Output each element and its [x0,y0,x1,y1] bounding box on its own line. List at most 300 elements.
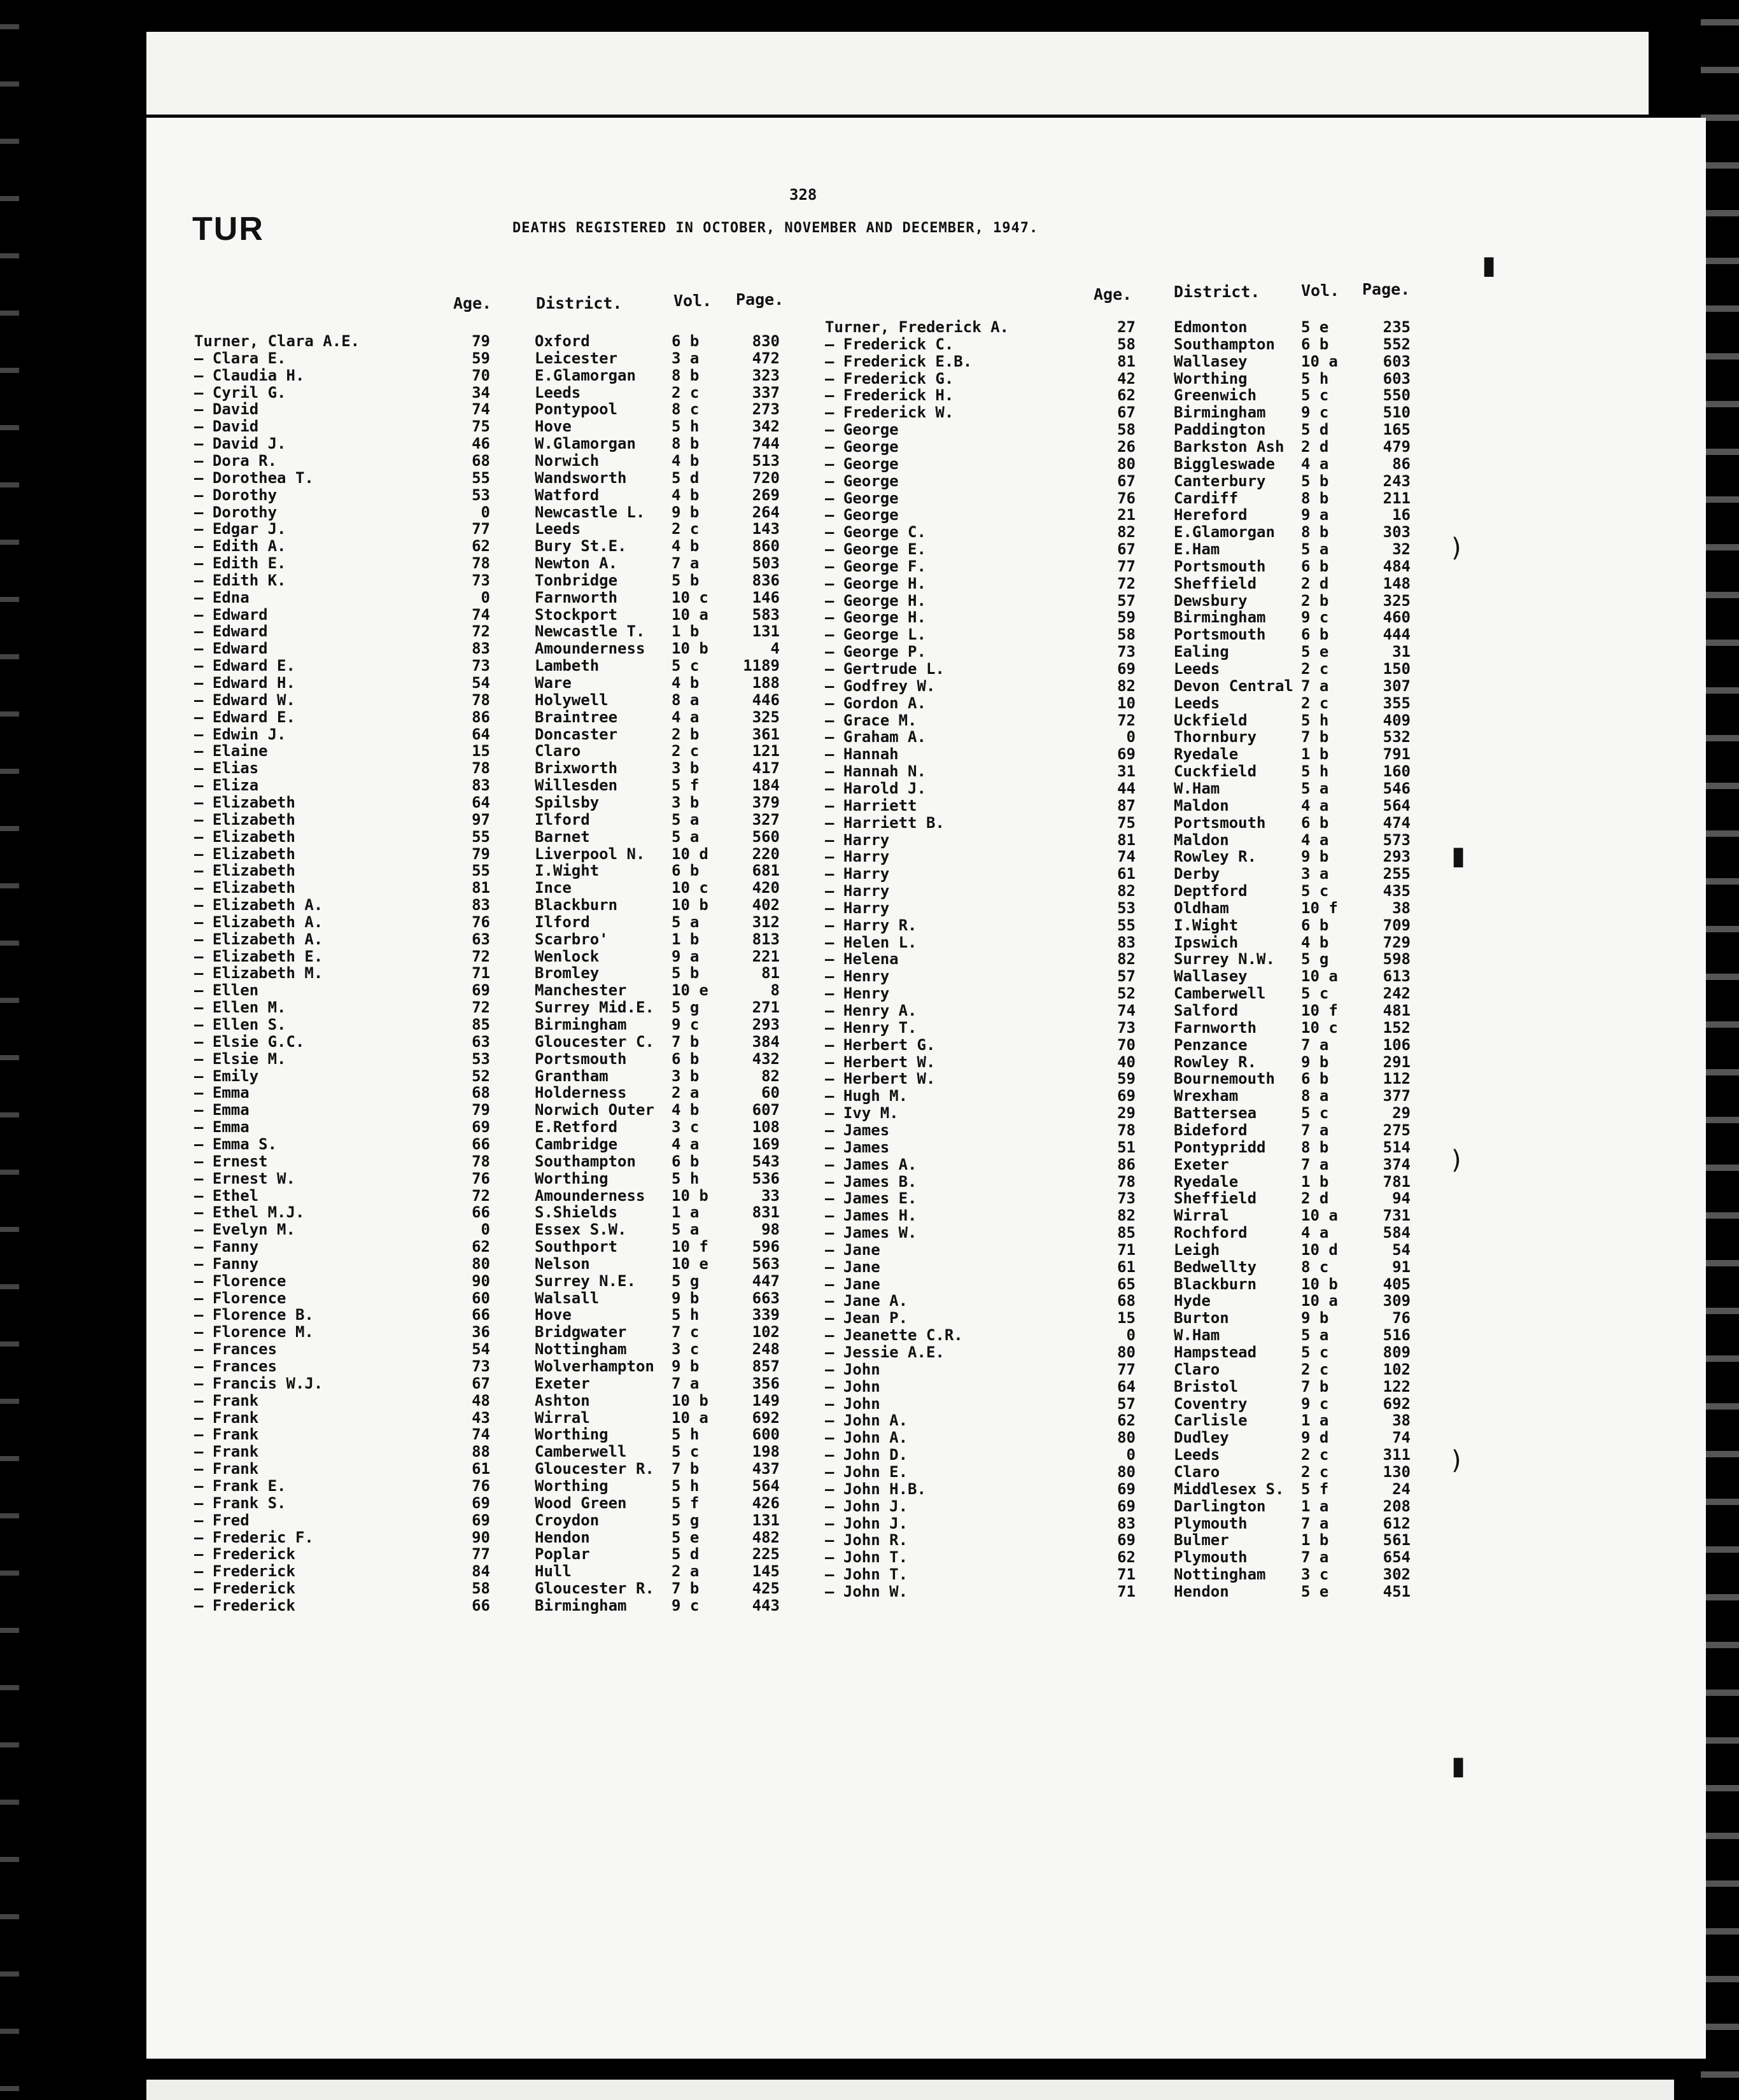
register-entry [825,557,1423,575]
register-entry [194,503,805,521]
register-entry [825,1446,1423,1463]
register-entry [194,571,805,589]
left-header-district: District. [536,294,623,312]
entry-page: 198 [752,1443,780,1461]
entry-vol: 7 a [1301,1155,1329,1173]
entry-page: 131 [752,622,780,641]
entry-vol: 5 d [672,1545,700,1564]
entry-page: 384 [752,1032,780,1051]
entry-age: 83 [472,776,490,795]
entry-district: Poplar [535,1545,590,1564]
register-entry [825,1053,1423,1070]
entry-page: 108 [752,1118,780,1137]
entry-name: — George F. [825,557,926,575]
scan-mark-bracket: ) [1451,1446,1461,1475]
entry-vol: 7 a [1301,1548,1329,1567]
entry-name: — John E. [825,1462,908,1481]
entry-name: — George C. [825,523,926,542]
entry-age: 82 [1117,676,1136,695]
entry-page: 76 [1392,1309,1411,1327]
entry-age: 62 [472,537,490,556]
entry-name: — Edward [194,640,268,658]
entry-district: E.Glamorgan [1174,523,1275,542]
register-entry [194,1067,805,1084]
entry-district: Tonbridge [535,571,618,589]
entry-page: 474 [1383,813,1411,832]
entry-name: — Ernest W. [194,1169,295,1187]
entry-page: 248 [752,1340,780,1359]
entry-name: — Elizabeth [194,844,295,863]
entry-age: 82 [1117,882,1136,900]
entry-vol: 10 d [1301,1240,1338,1259]
entry-page: 342 [752,417,780,436]
entry-district: Worthing [535,1476,609,1495]
register-entry [825,403,1423,421]
entry-district: Nottingham [535,1340,627,1359]
entry-vol: 5 c [672,1443,700,1461]
register-entry [825,1156,1423,1173]
register-entry [194,674,805,691]
entry-age: 82 [1117,1207,1136,1225]
register-entry [825,626,1423,643]
entry-age: 78 [1117,1172,1136,1191]
entry-district: Hyde [1174,1292,1211,1310]
entry-district: Blackburn [1174,1275,1257,1293]
entry-page: 564 [1383,796,1411,815]
entry-vol: 2 a [672,1562,700,1581]
register-entry [194,537,805,554]
entry-page: 573 [1383,830,1411,849]
entry-page: 584 [1383,1224,1411,1242]
entry-name: — Jessie A.E. [825,1343,945,1361]
entry-name: — George [825,437,899,456]
entry-age: 36 [472,1323,490,1341]
entry-age: 90 [472,1271,490,1290]
entry-district: Hereford [1174,506,1248,524]
entry-vol: 5 b [672,571,700,589]
entry-page: 374 [1383,1155,1411,1173]
entry-name: — Florence M. [194,1323,314,1341]
entry-page: 484 [1383,557,1411,575]
entry-name: — Edgar J. [194,520,286,538]
entry-page: 38 [1392,899,1411,917]
register-entry [194,1323,805,1340]
entry-district: Wandsworth [535,468,627,487]
entry-page: 791 [1383,745,1411,764]
entry-page: 302 [1383,1565,1411,1584]
register-entry [194,1135,805,1152]
entry-page: 165 [1383,421,1411,439]
register-entry [825,899,1423,916]
entry-age: 46 [472,435,490,453]
entry-district: Middlesex S. [1174,1480,1285,1498]
entry-page: 303 [1383,523,1411,542]
entry-age: 77 [472,1545,490,1564]
entry-name: — Dorothy [194,486,278,504]
entry-vol: 9 b [1301,1053,1329,1071]
entry-district: Newcastle L. [535,503,645,521]
entry-vol: 7 b [672,1032,700,1051]
entry-vol: 10 c [672,588,708,606]
entry-district: Braintree [535,708,618,726]
register-entry [825,1121,1423,1138]
entry-district: Portsmouth [535,1049,627,1068]
entry-age: 78 [1117,1121,1136,1139]
entry-page: 598 [1383,950,1411,969]
entry-page: 220 [752,844,780,863]
entry-district: Hampstead [1174,1343,1257,1361]
register-entry [825,1531,1423,1548]
entry-vol: 9 d [1301,1429,1329,1447]
entry-vol: 5 f [672,776,700,795]
entry-age: 57 [1117,591,1136,610]
entry-page: 188 [752,674,780,692]
entry-age: 53 [1117,899,1136,917]
register-entry [194,1221,805,1238]
entry-vol: 10 a [1301,967,1338,986]
entry-district: Ipswich [1174,933,1239,951]
entry-name: — Frederick G. [825,369,954,388]
entry-district: Spilsby [535,793,600,811]
entry-age: 73 [472,657,490,675]
register-entry [194,1375,805,1392]
entry-age: 84 [472,1562,490,1581]
entry-vol: 10 b [672,1186,708,1205]
entry-vol: 2 d [1301,574,1329,592]
entry-vol: 6 b [672,1049,700,1068]
entry-name: — George P. [825,643,926,661]
entry-page: 337 [752,383,780,402]
register-entry [825,523,1423,540]
entry-name: — Elizabeth [194,879,295,897]
entry-district: Leeds [535,520,581,538]
entry-district: Ware [535,674,572,692]
entry-age: 77 [1117,1360,1136,1378]
entry-name: Turner, Clara A.E. [194,332,360,350]
entry-age: 78 [472,554,490,573]
entry-age: 64 [1117,1377,1136,1396]
entry-name: — Henry [825,984,890,1003]
entry-district: Wallasey [1174,967,1248,986]
entry-page: 563 [752,1254,780,1273]
register-entry [194,1409,805,1426]
entry-name: — Jane [825,1240,880,1259]
entry-page: 24 [1392,1480,1411,1498]
entry-district: Pontypool [535,400,618,419]
entry-age: 69 [1117,660,1136,678]
entry-page: 291 [1383,1053,1411,1071]
entry-name: — Hannah [825,745,899,764]
entry-vol: 3 a [672,349,700,367]
entry-district: Dudley [1174,1429,1229,1447]
entry-name: — Emma [194,1101,250,1119]
register-entry [194,691,805,708]
entry-vol: 9 b [672,1289,700,1307]
entry-district: Maldon [1174,830,1229,849]
entry-vol: 8 c [1301,1257,1329,1276]
entry-age: 83 [1117,1514,1136,1532]
entry-age: 15 [1117,1309,1136,1327]
entry-district: Leeds [535,383,581,402]
entry-page: 184 [752,776,780,795]
register-entry [194,1118,805,1135]
entry-name: — Harry [825,882,890,900]
entry-name: — John J. [825,1497,908,1515]
register-entry [825,386,1423,403]
entry-name: — David J. [194,435,286,453]
entry-district: Ilford [535,810,590,829]
entry-district: Wood Green [535,1494,627,1512]
register-entry [825,540,1423,557]
entry-age: 60 [472,1289,490,1307]
entry-page: 16 [1392,506,1411,524]
register-entry [194,1357,805,1375]
register-entry [194,930,805,948]
register-entry [825,1565,1423,1583]
entry-age: 58 [472,1579,490,1598]
entry-age: 69 [1117,1480,1136,1498]
entry-district: Dewsbury [1174,591,1248,610]
entry-age: 61 [1117,865,1136,883]
entry-age: 82 [1117,950,1136,969]
entry-page: 447 [752,1271,780,1290]
entry-name: — Emma S. [194,1135,278,1153]
entry-vol: 4 b [672,486,700,504]
entry-vol: 10 b [672,896,708,914]
entry-district: Lambeth [535,657,600,675]
entry-district: Nelson [535,1254,590,1273]
entry-vol: 2 c [672,742,700,760]
entry-page: 145 [752,1562,780,1581]
entry-age: 76 [472,1476,490,1495]
entry-page: 269 [752,486,780,504]
register-entry [194,896,805,913]
entry-name: — Frances [194,1357,278,1375]
entry-vol: 2 c [672,520,700,538]
film-edge-left [0,0,19,2100]
register-entry [194,1255,805,1272]
entry-age: 74 [472,400,490,419]
entry-district: Hendon [1174,1582,1229,1600]
entry-page: 583 [752,605,780,624]
entry-vol: 5 f [672,1494,700,1512]
entry-district: Brixworth [535,759,618,778]
register-entry [194,1443,805,1460]
entry-district: Darlington [1174,1497,1266,1515]
entry-name: — Elizabeth E. [194,947,323,965]
register-entry [194,1033,805,1050]
entry-age: 73 [1117,643,1136,661]
entry-district: Gloucester C. [535,1032,654,1051]
register-entry [825,865,1423,882]
page-number: 328 [789,186,817,204]
entry-page: 54 [1392,1240,1411,1259]
entry-age: 73 [1117,1018,1136,1037]
entry-vol: 5 a [672,913,700,931]
entry-vol: 8 b [1301,523,1329,542]
entry-age: 61 [472,1460,490,1478]
entry-vol: 10 a [1301,1292,1338,1310]
entry-vol: 3 b [672,759,700,778]
entry-age: 55 [472,862,490,880]
entry-name: — Elizabeth [194,810,295,829]
paper-top-strip [146,32,1649,115]
entry-page: 74 [1392,1429,1411,1447]
entry-vol: 5 a [672,1221,700,1239]
entry-vol: 8 b [672,435,700,453]
entry-page: 472 [752,349,780,367]
entry-age: 79 [472,1101,490,1119]
entry-vol: 8 a [672,690,700,709]
entry-name: — John [825,1377,880,1396]
entry-district: Oldham [1174,899,1229,917]
entry-district: Surrey Mid.E. [535,998,654,1017]
entry-name: — Elsie M. [194,1049,286,1068]
entry-name: — Frederic F. [194,1528,314,1546]
entry-age: 81 [472,879,490,897]
entry-name: — Elizabeth [194,793,295,811]
entry-district: Greenwich [1174,386,1257,405]
entry-vol: 10 a [1301,1207,1338,1225]
entry-age: 80 [1117,1429,1136,1447]
entry-age: 66 [472,1135,490,1153]
entry-page: 402 [752,896,780,914]
register-entry [194,332,805,349]
entry-age: 67 [1117,540,1136,559]
entry-district: Wolverhampton [535,1357,654,1375]
entry-vol: 9 b [672,503,700,521]
entry-age: 78 [472,759,490,778]
entry-district: Rowley R. [1174,848,1257,866]
entry-page: 112 [1383,1070,1411,1088]
entry-age: 88 [472,1443,490,1461]
entry-name: — Jane [825,1275,880,1293]
entry-page: 312 [752,913,780,931]
entry-age: 58 [1117,421,1136,439]
register-entry [825,1583,1423,1600]
entry-vol: 6 b [672,862,700,880]
entry-page: 225 [752,1545,780,1564]
register-entry [825,335,1423,353]
register-entry [825,797,1423,814]
register-entry [825,438,1423,455]
entry-name: — John A. [825,1411,908,1430]
register-entry [194,657,805,674]
entry-name: — John [825,1394,880,1413]
entry-name: — Henry T. [825,1018,917,1037]
register-entry [825,472,1423,489]
entry-district: Watford [535,486,600,504]
entry-vol: 4 b [672,1101,700,1119]
entry-page: 417 [752,759,780,778]
entry-vol: 7 b [672,1460,700,1478]
register-entry [194,1460,805,1477]
entry-name: — Elsie G.C. [194,1032,305,1051]
register-entry [825,1207,1423,1224]
entry-district: Ryedale [1174,1172,1239,1191]
entry-page: 361 [752,725,780,743]
entry-district: Farnworth [1174,1018,1257,1037]
register-entry [194,948,805,965]
right-header-district: District. [1174,283,1260,301]
entry-district: Rochford [1174,1224,1248,1242]
entry-age: 70 [472,366,490,384]
entry-name: — Henry A. [825,1002,917,1019]
register-entry [825,1019,1423,1036]
entry-vol: 2 c [1301,660,1329,678]
entry-age: 87 [1117,796,1136,815]
entry-vol: 4 a [1301,796,1329,815]
entry-vol: 5 f [1301,1480,1329,1498]
entry-name: — Claudia H. [194,366,305,384]
register-entry [194,452,805,469]
entry-age: 65 [1117,1275,1136,1293]
entry-district: Camberwell [535,1443,627,1461]
entry-vol: 2 c [1301,1360,1329,1378]
scan-mark-bracket: ) [1451,1145,1461,1175]
entry-vol: 2 d [1301,437,1329,456]
entry-vol: 9 c [1301,608,1329,627]
entry-district: Canterbury [1174,472,1266,490]
entry-page: 481 [1383,1002,1411,1019]
register-entry [194,1101,805,1118]
entry-name: — Elizabeth [194,827,295,846]
entry-district: Manchester [535,981,627,1000]
entry-page: 536 [752,1169,780,1187]
entry-age: 68 [472,1084,490,1102]
register-entry [194,1289,805,1306]
entry-age: 78 [472,690,490,709]
entry-district: Worthing [535,1425,609,1444]
entry-age: 42 [1117,369,1136,388]
entry-vol: 5 a [672,810,700,829]
entry-page: 432 [752,1049,780,1068]
entry-vol: 5 a [672,827,700,846]
register-entry [194,554,805,571]
entry-age: 71 [1117,1565,1136,1584]
entry-district: Battersea [1174,1104,1257,1123]
entry-age: 55 [472,827,490,846]
register-entry [825,711,1423,729]
register-entry [194,1579,805,1597]
entry-age: 83 [1117,933,1136,951]
entry-page: 208 [1383,1497,1411,1515]
entry-age: 80 [1117,1343,1136,1361]
entry-name: — John A. [825,1429,908,1447]
entry-vol: 2 c [1301,694,1329,712]
entry-district: Willesden [535,776,618,795]
entry-district: S.Shields [535,1203,618,1222]
entry-district: Leeds [1174,694,1220,712]
entry-name: — Ernest [194,1152,268,1170]
entry-vol: 5 b [672,964,700,983]
entry-district: Farnworth [535,588,618,606]
entry-vol: 5 h [672,1425,700,1444]
entry-page: 596 [752,1238,780,1256]
entry-vol: 8 b [1301,489,1329,507]
register-entry [194,998,805,1016]
register-entry [825,1429,1423,1446]
entry-vol: 3 b [672,793,700,811]
entry-name: — Hugh M. [825,1087,908,1105]
entry-age: 21 [1117,506,1136,524]
register-entry [825,506,1423,523]
entry-page: 681 [752,862,780,880]
entry-district: Surrey N.E. [535,1271,636,1290]
entry-name: — Elaine [194,742,268,760]
entry-district: I.Wight [535,862,600,880]
entry-age: 80 [1117,1462,1136,1481]
